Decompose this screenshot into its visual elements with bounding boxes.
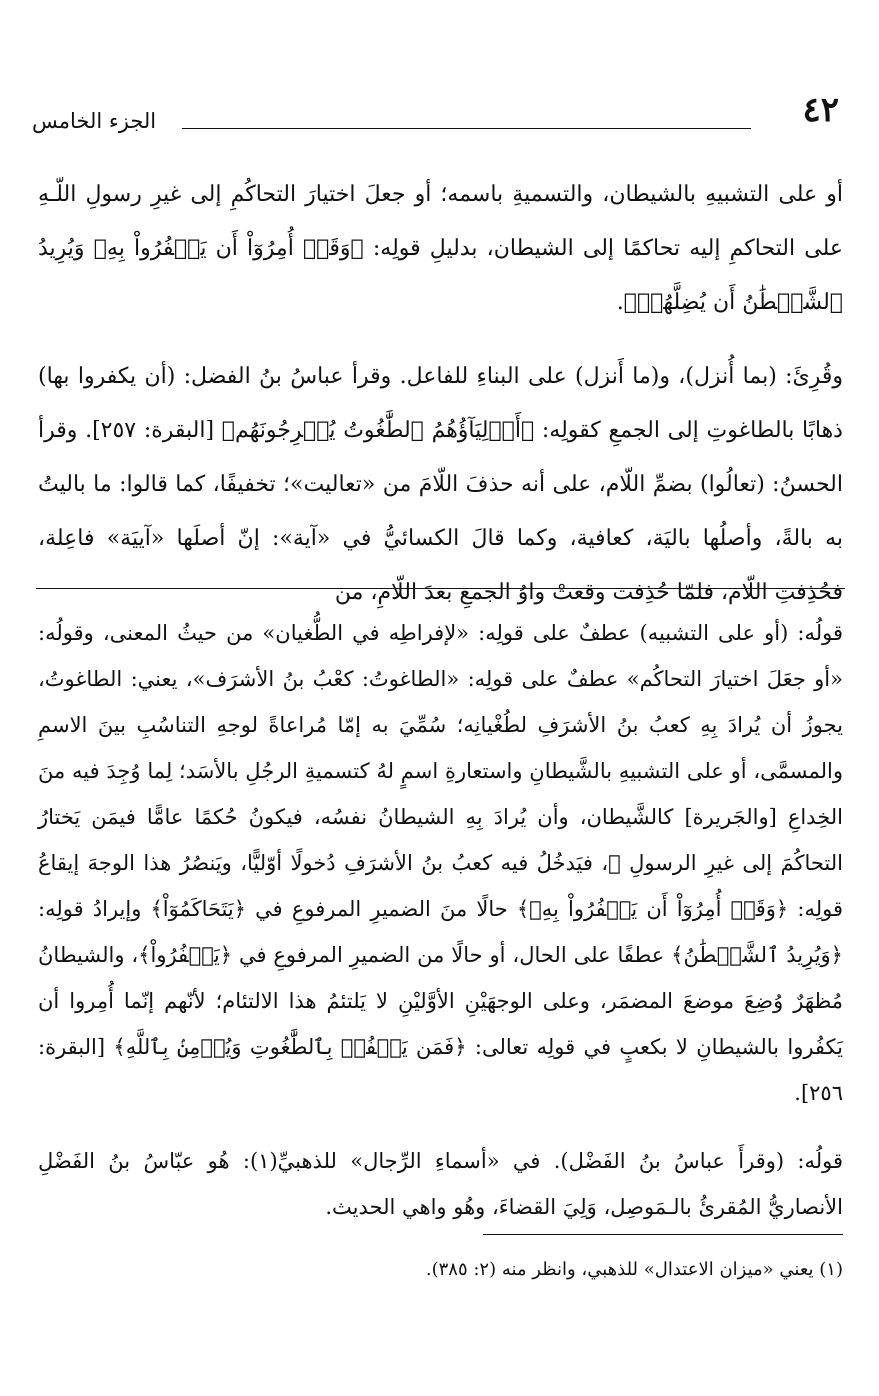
commentary-paragraph: قولُه: (وقرأَ عباسُ بنُ الفَضْل). في «أسماءِ الرِّجال» للذهبيِّ(١): هُو عبّاسُ بنُ الفَضْلِ الأنصاريُّ المُقرئُ بالـمَوصِل، وَلِيَ القضاءَ، وهُو واهي الحديث. xyxy=(38,1149,844,1219)
footnote-rule xyxy=(483,1234,843,1235)
commentary-divider xyxy=(36,588,845,589)
main-paragraph: أو على التشبيهِ بالشيطان، والتسميةِ باسمه؛ أو جعلَ اختيارَ التحاكُمِ إلى غيرِ رسولِ اللّـهِ على التحاكمِ إليه تحاكمًا إلى الشيطان، بدليلِ قولِه: ﴿وَقَدۡ أُمِرُوٓاْ أَن يَكۡفُرُواْ بِهِۦ وَيُرِيدُ ٱلشَّيۡطَٰنُ أَن يُضِلَّهُمۡ﴾. xyxy=(38,182,843,315)
commentary-text xyxy=(38,610,843,1230)
main-text xyxy=(38,168,843,620)
page-number: ٤٢ xyxy=(802,90,839,130)
header-rule xyxy=(182,128,751,129)
commentary-paragraph: قولُه: (أو على التشبيه) عطفٌ على قولِه: «لإفراطِه في الطُّغيان» من حيثُ المعنى، وقولُه: «أو جعَلَ اختيارَ التحاكُم» عطفٌ على قولِه: «الطاغوتُ: كعْبُ بنُ الأشرَف»، يعني: الطاغوتُ، يجوزُ أن يُرادَ بِهِ كعبُ بنُ الأشرَفِ لطُغْيانِه؛ سُمِّيَ به إمّا مُراعاةً لوجهِ التناسُبِ بينَ الاسمِ والمسمَّى، أو على التشبيهِ بالشَّيطانِ واستعارةِ اسمٍ لهُ كتسميةِ الرجُلِ بالأسَد؛ لِما وُجِدَ فيه منَ الخِداعِ [والجَريرة] كالشَّيطان، وأن يُرادَ بِهِ الشيطانُ نفسُه، فيكونُ حُكمًا عامًّا فيمَن يَختارُ التحاكُمَ إلى غيرِ الرسولِ ﷺ، فيَدخُلُ فيه كعبُ بنُ الأشرَفِ دُخولًا أوّليًّا، ويَنصُرُ هذا الوجهَ إيقاعُ قولِه: ﴿وَقَدۡ أُمِرُوٓاْ أَن يَكۡفُرُواْ بِهِۦ﴾ حالًا منَ الضميرِ المرفوعِ في ﴿يَتَحَاكَمُوٓاْ﴾ وإيرادُ قولِه: ﴿وَيُرِيدُ ٱلشَّيۡطَٰنُ﴾ عطفًا على الحال، أو حالًا من الضميرِ المرفوعِ في ﴿يَكۡفُرُواْ﴾، والشيطانُ مُظهَرٌ وُضِعَ موضعَ المضمَر، وعلى الوجهَيْنِ الأوَّليْنِ لا يَلتئمُ هذا الالتئام؛ لأنّهم إنّما أُمِروا أن يَكفُروا بالشيطانِ لا بكعبٍ في قولِه تعالى: ﴿فَمَن يَكۡفُرۡ بِٱلطَّٰغُوتِ وَيُؤۡمِنۢ بِٱللَّهِ﴾ [البقرة: ٢٥٦]. xyxy=(38,621,843,1105)
volume-title: الجزء الخامس xyxy=(32,109,157,133)
main-paragraph: وقُرِئَ: (بما أُنزل)، و(ما أَنزل) على البناءِ للفاعل. وقرأ عباسُ بنُ الفضل: (أن يكفروا بها) ذهابًا بالطاغوتِ إلى الجمعِ كقولِه: ﴿أَوۡلِيَآؤُهُمُ ٱلطَّٰغُوتُ يُخۡرِجُونَهُم﴾ [البقرة: ٢٥٧]. وقرأ الحسنُ: (تعالُوا) بضمِّ اللّام، على أنه حذفَ اللّامَ من «تعاليت»؛ تخفيفًا، كما قالوا: ما باليتُ به بالةً، وأصلُها باليَة، كعافية، وكما قالَ الكسائيُّ في «آية»: إنّ أصلَها «آييَة» فاعِلة، فحُذِفتِ اللّام، فلمّا حُذِفت وقعتْ واوُ الجمعِ بعدَ اللّامِ، من xyxy=(38,364,843,605)
running-header xyxy=(32,88,839,148)
footnote: (١) يعني «ميزان الاعتدال» للذهبي، وانظر منه (٢: ٣٨٥). xyxy=(425,1259,843,1280)
